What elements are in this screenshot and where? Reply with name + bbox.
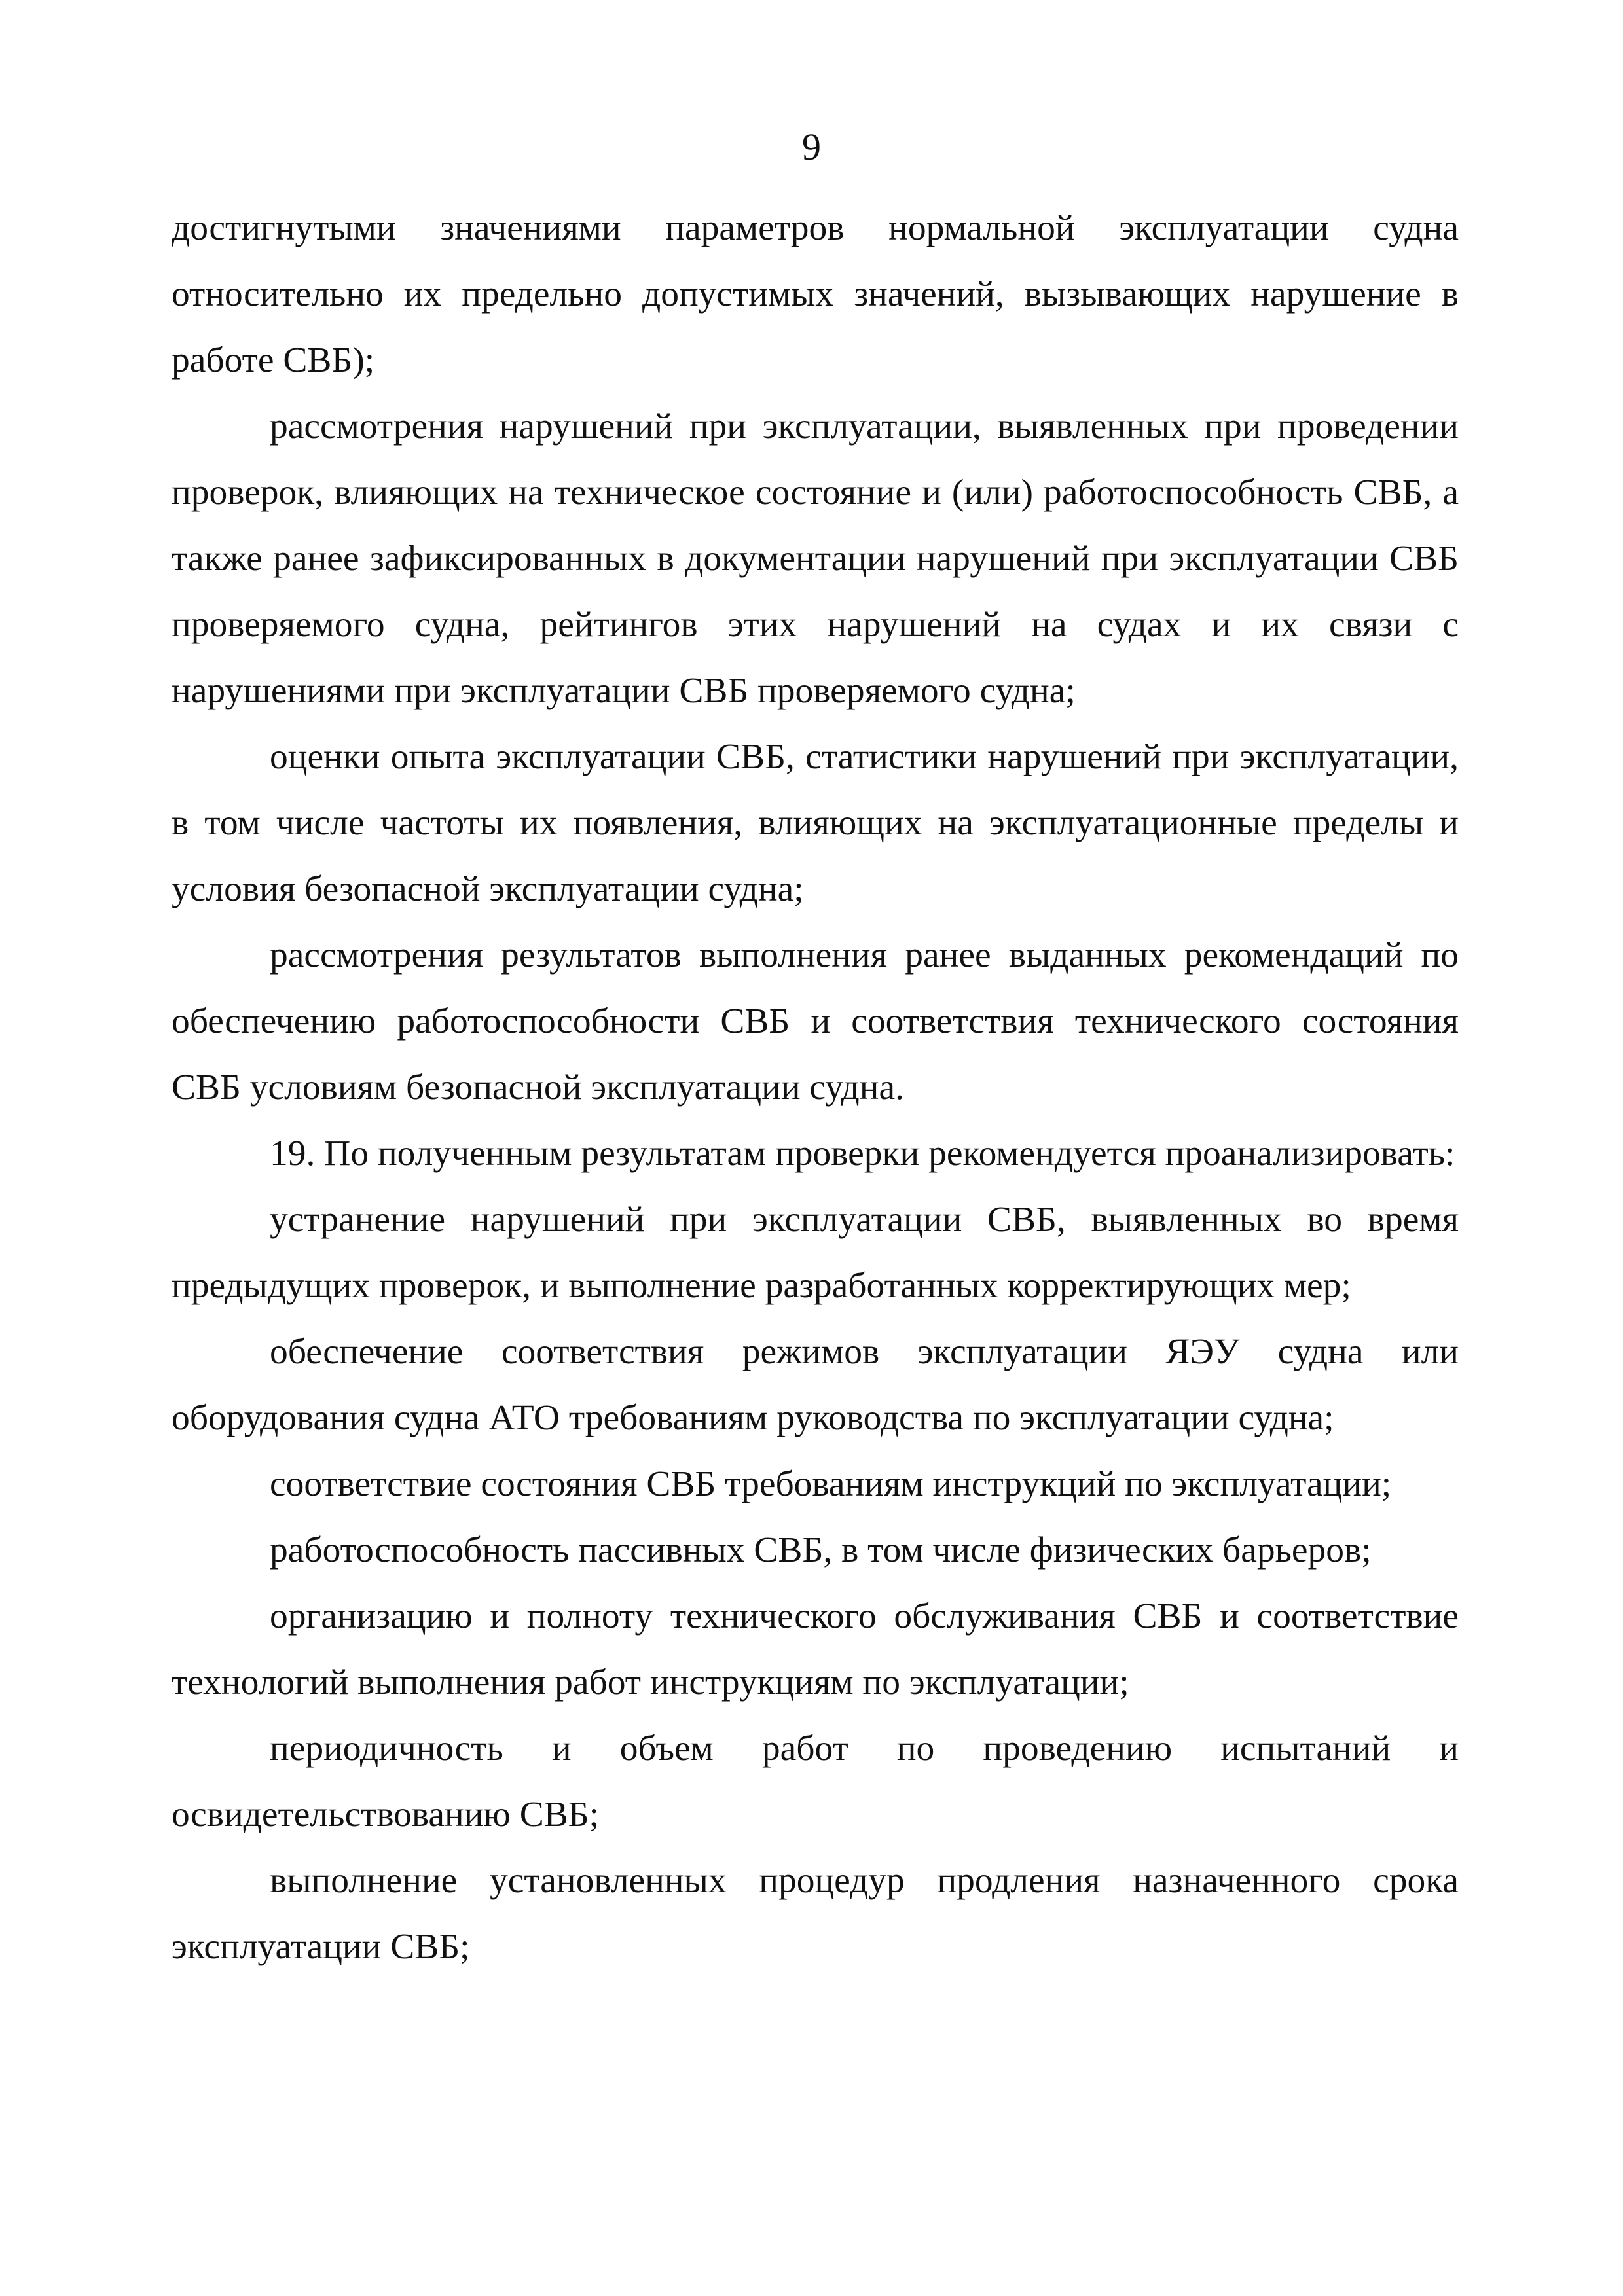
paragraph: периодичность и объем работ по проведению испытаний и освидетельствованию СВБ; — [172, 1729, 1459, 1835]
paragraph: рассмотрения результатов выполнения ранее выданных рекомендаций по обеспечению работоспособности СВБ и соответствия технического состояния СВБ условиям безопасной эксплуатации судна. — [172, 935, 1459, 1107]
paragraph: соответствие состояния СВБ требованиям инструкций по эксплуатации; — [270, 1464, 1392, 1504]
paragraph: рассмотрения нарушений при эксплуатации, выявленных при проведении проверок, влияющих на техническое состояние и (или) работоспособность СВБ, а также ранее зафиксированных в документации нарушений при эксплуатации СВБ проверяемого судна, рейтингов этих нарушений на судах и их связи с нарушениями при эксплуатации СВБ проверяемого судна; — [172, 406, 1459, 711]
paragraph-continuation: достигнутыми значениями параметров нормальной эксплуатации судна относительно их предельно допустимых значений, вызывающих нарушение в работе СВБ); — [172, 208, 1459, 380]
page-number: 9 — [802, 126, 821, 168]
paragraph: устранение нарушений при эксплуатации СВБ, выявленных во время предыдущих проверок, и выполнение разработанных корректирующих мер; — [172, 1200, 1459, 1306]
document-body — [172, 195, 1459, 1980]
paragraph-numbered-19: 19. По полученным результатам проверки рекомендуется проанализировать: — [270, 1134, 1455, 1174]
paragraph: организацию и полноту технического обслуживания СВБ и соответствие технологий выполнения работ инструкциям по эксплуатации; — [172, 1596, 1459, 1702]
paragraph: выполнение установленных процедур продления назначенного срока эксплуатации СВБ; — [172, 1861, 1459, 1967]
paragraph: обеспечение соответствия режимов эксплуатации ЯЭУ судна или оборудования судна АТО требованиям руководства по эксплуатации судна; — [172, 1332, 1459, 1438]
paragraph: оценки опыта эксплуатации СВБ, статистики нарушений при эксплуатации, в том числе частоты их появления, влияющих на эксплуатационные пределы и условия безопасной эксплуатации судна; — [172, 737, 1459, 909]
paragraph: работоспособность пассивных СВБ, в том числе физических барьеров; — [270, 1530, 1372, 1570]
